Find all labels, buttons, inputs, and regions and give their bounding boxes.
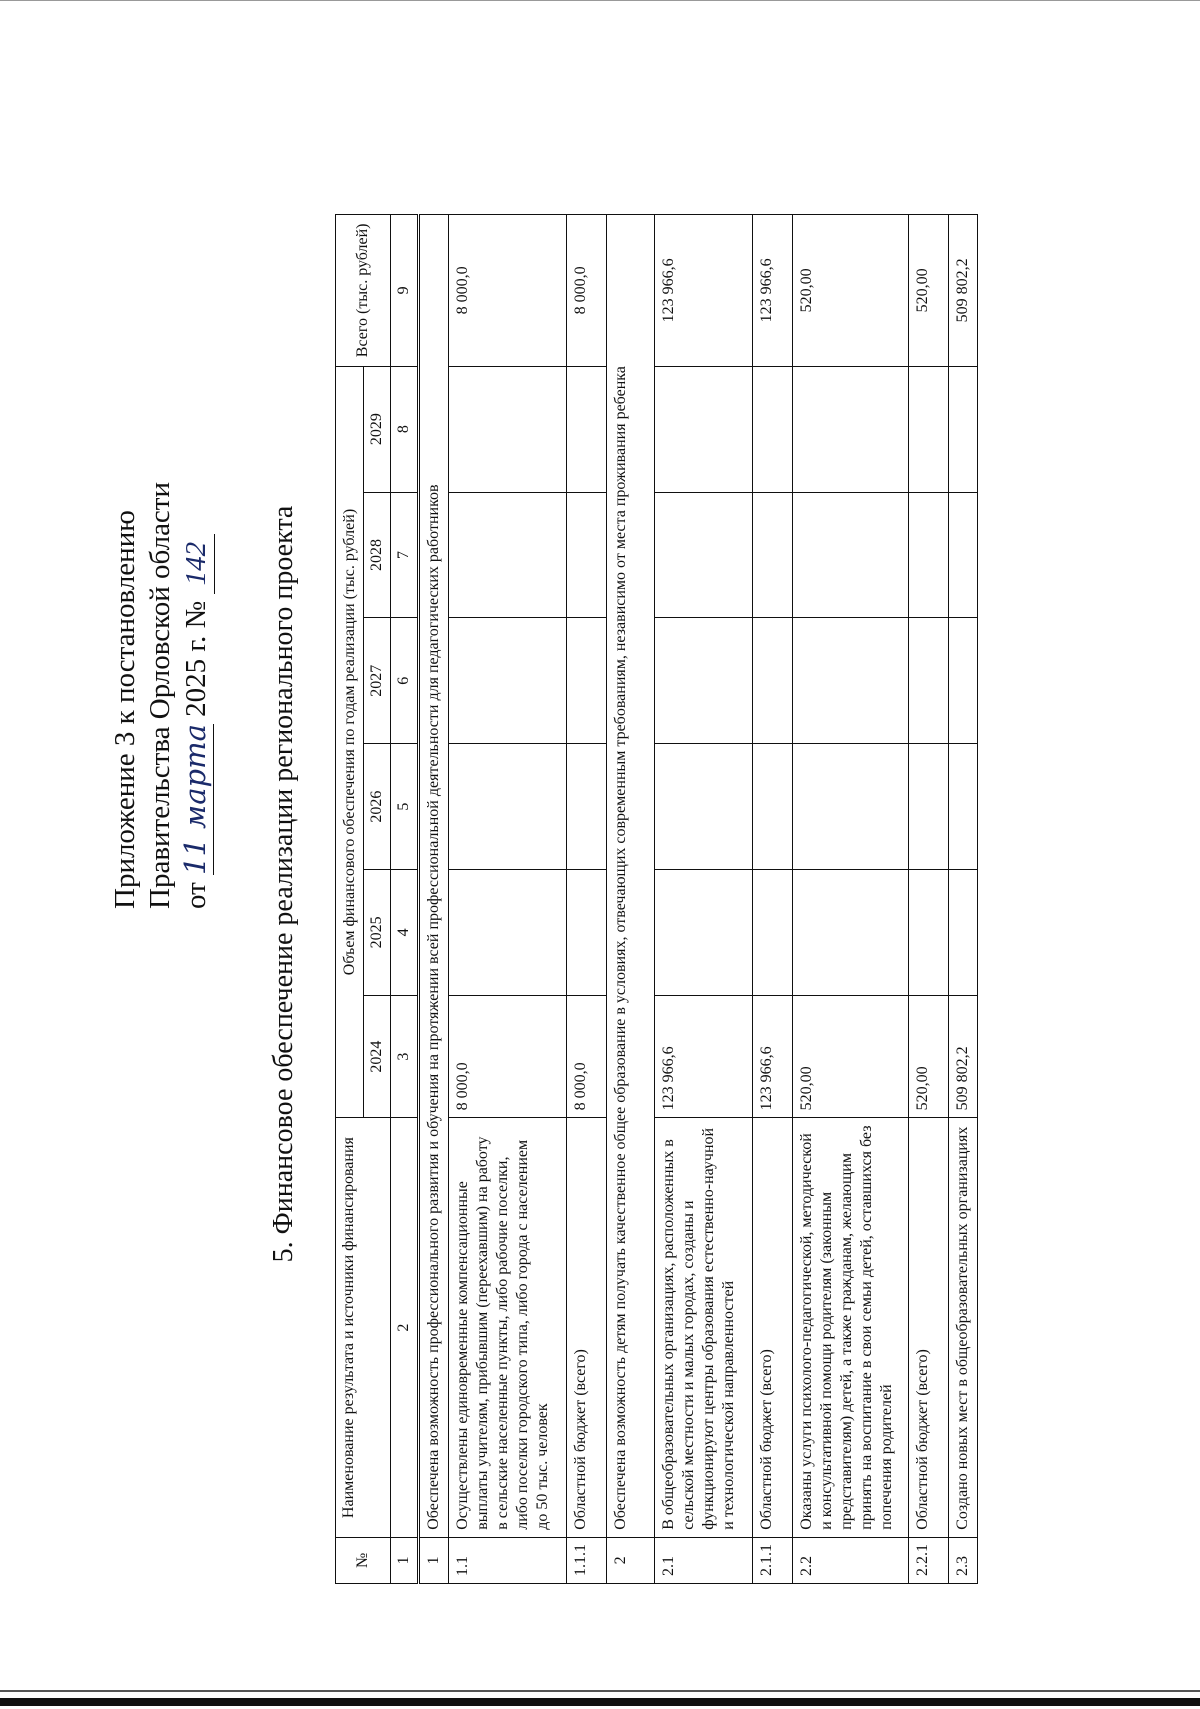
row-num: 1.1.1 [567,1537,607,1583]
column-number: 6 [391,618,419,744]
row-2025 [949,870,978,996]
row-num: 1 [419,1537,449,1583]
row-2026 [567,744,607,870]
row-2026 [655,744,753,870]
row-2028 [949,492,978,618]
row-2027 [567,618,607,744]
row-2029 [449,366,567,492]
row-2024: 123 966,6 [753,995,793,1118]
column-number: 7 [391,492,419,618]
header-year: 2028 [364,492,391,618]
row-2026 [753,744,793,870]
row-name: Создано новых мест в общеобразовательных организациях [949,1118,978,1537]
row-2029 [655,366,753,492]
row-2027 [793,618,909,744]
handwritten-date: 11 марта [178,724,212,875]
table-row [655,215,753,1584]
row-2024: 123 966,6 [655,995,753,1118]
table-section-row [419,215,449,1584]
row-2025 [655,870,753,996]
row-2029 [909,366,949,492]
table-row [909,215,949,1584]
row-name: Оказаны услуги психолого-педагогической, методической и консультативной помощи родителям (законным представителям) детей, а также гражданам, желающим принять на воспитание в свои семьи детей, оставшихся без попечения родителей [793,1118,909,1537]
row-2026 [909,744,949,870]
scan-top-edge [0,0,1200,7]
row-2024: 520,00 [793,995,909,1118]
row-name: Областной бюджет (всего) [753,1118,793,1537]
appendix-line-2: Правительства Орловской области [144,482,176,909]
header-volume: Объем финансового обеспечения по годам реализации (тыс. рублей) [336,366,364,1118]
header-year: 2027 [364,618,391,744]
row-2025 [793,870,909,996]
row-2027 [753,618,793,744]
appendix-year: 2025 г. № [180,600,212,717]
financing-table [335,214,978,1584]
row-total: 8 000,0 [567,215,607,367]
row-num: 2 [607,1537,655,1583]
column-number: 9 [391,215,419,367]
row-num: 2.2 [793,1537,909,1583]
row-2029 [753,366,793,492]
appendix-line-1: Приложение 3 к постановлению [109,510,141,909]
table-section-row [607,215,655,1584]
header-total: Всего (тыс. рублей) [336,215,391,367]
column-number: 1 [391,1537,419,1583]
row-total: 123 966,6 [753,215,793,367]
column-number: 4 [391,870,419,996]
row-2028 [449,492,567,618]
appendix-header [108,349,215,909]
row-2026 [793,744,909,870]
column-number: 2 [391,1118,419,1537]
row-num: 2.2.1 [909,1537,949,1583]
row-2028 [753,492,793,618]
row-2025 [449,870,567,996]
row-2028 [567,492,607,618]
row-total: 520,00 [909,215,949,367]
section-text: Обеспечена возможность детям получать качественное общее образование в условиях, отвечающих современным требованиям, независимо от места проживания ребенка [607,215,655,1538]
scan-bottom-shadow [0,1690,1200,1692]
table-row [793,215,909,1584]
appendix-date-line [178,349,215,909]
row-num: 2.1 [655,1537,753,1583]
section-text: Обеспечена возможность профессионального развития и обучения на протяжении всей профессиональной деятельности для педагогических работников [419,215,449,1538]
table-row [753,215,793,1584]
appendix-from: от [180,882,212,909]
row-total: 520,00 [793,215,909,367]
header-year: 2024 [364,995,391,1118]
row-total: 123 966,6 [655,215,753,367]
table-row [449,215,567,1584]
row-2027 [449,618,567,744]
table-row [567,215,607,1584]
row-2026 [949,744,978,870]
header-year: 2029 [364,366,391,492]
handwritten-number: 142 [179,534,215,594]
row-num: 2.3 [949,1537,978,1583]
row-num: 1.1 [449,1537,567,1583]
row-2029 [949,366,978,492]
row-2029 [567,366,607,492]
column-number: 5 [391,744,419,870]
row-2024: 520,00 [909,995,949,1118]
header-num: № [336,1537,391,1583]
scan-bottom-edge [0,1698,1200,1706]
row-2025 [909,870,949,996]
row-2028 [655,492,753,618]
column-number: 8 [391,366,419,492]
row-2027 [909,618,949,744]
row-2027 [949,618,978,744]
row-name: Областной бюджет (всего) [567,1118,607,1537]
row-total: 509 802,2 [949,215,978,367]
header-name: Наименование результата и источники финансирования [336,1118,391,1537]
row-total: 8 000,0 [449,215,567,367]
row-2024: 509 802,2 [949,995,978,1118]
row-name: В общеобразовательных организациях, расположенных в сельской местности и малых городах, созданы и функционируют центры образования естественно-научной и технологической направленностей [655,1118,753,1537]
row-2025 [567,870,607,996]
header-year: 2026 [364,744,391,870]
row-name: Осуществлены единовременные компенсационные выплаты учителям, прибывшим (переехавшим) на работу в сельские населенные пункты, либо рабочие поселки, либо поселки городского типа, либо города с населением до 50 тыс. человек [449,1118,567,1537]
header-year: 2025 [364,870,391,996]
table-row [949,215,978,1584]
row-2028 [793,492,909,618]
section-title: 5. Финансовое обеспечение реализации регионального проекта [268,505,299,1263]
row-num: 2.1.1 [753,1537,793,1583]
row-2028 [909,492,949,618]
column-number: 3 [391,995,419,1118]
row-2027 [655,618,753,744]
row-2024: 8 000,0 [449,995,567,1118]
row-name: Областной бюджет (всего) [909,1118,949,1537]
row-2029 [793,366,909,492]
row-2026 [449,744,567,870]
row-2024: 8 000,0 [567,995,607,1118]
row-2025 [753,870,793,996]
rotated-document-page [50,54,1150,1654]
